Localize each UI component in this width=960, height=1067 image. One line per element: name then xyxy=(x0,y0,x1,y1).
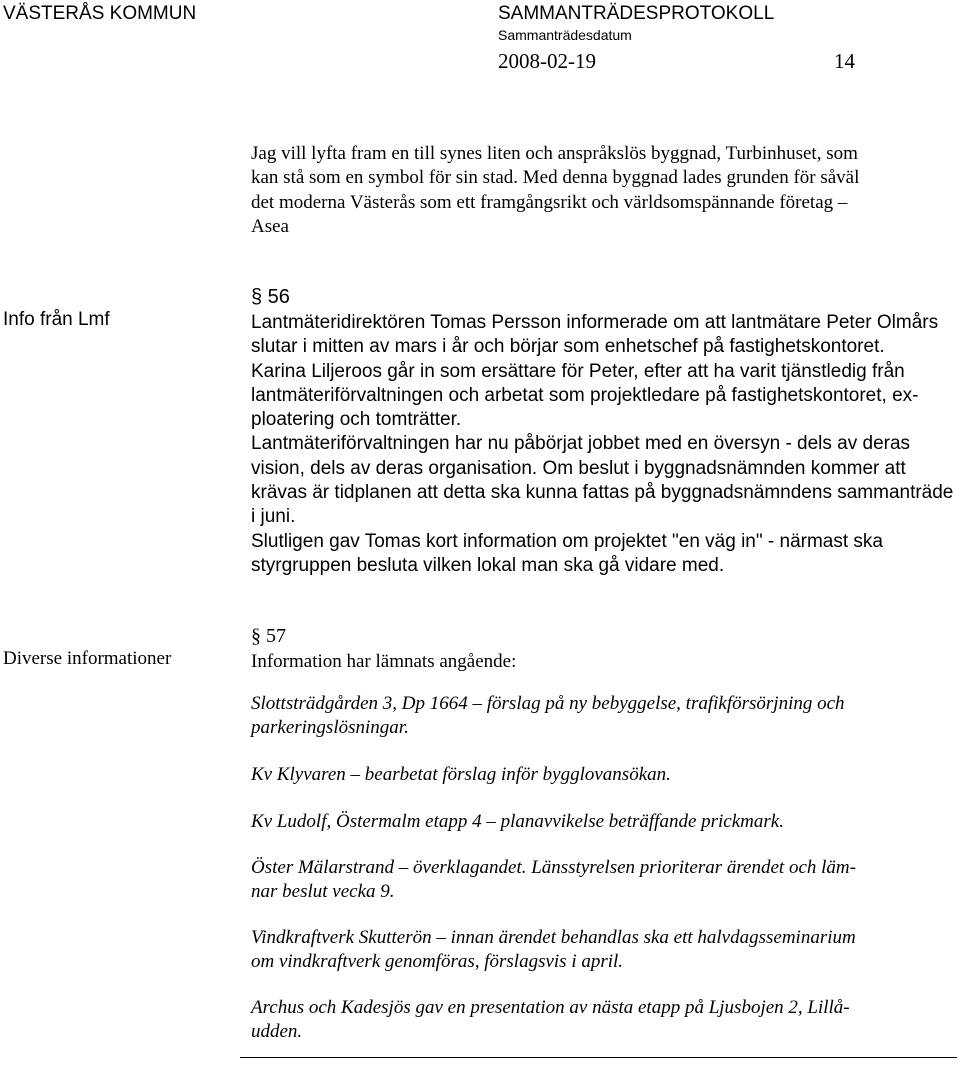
section-57-item xyxy=(251,926,931,975)
section-57-item xyxy=(251,810,931,834)
body-line: i juni. xyxy=(251,506,296,528)
section-57-item xyxy=(251,856,931,905)
section-56-paragraph xyxy=(251,360,931,433)
body-line: Slutligen gav Tomas kort information om projektet "en väg in" - närmast ska xyxy=(251,530,883,552)
item-line: udden. xyxy=(251,1021,303,1043)
item-line: Kv Klyvaren – bearbetat förslag inför bygglovansökan. xyxy=(251,764,671,785)
section-56-body xyxy=(251,311,954,578)
body-line: vision, dels av deras organisation. Om beslut i byggnadsnämnden kommer att xyxy=(251,457,906,479)
body-line: Lantmäteriförvaltningen har nu påbörjat jobbet med en översyn - dels av deras xyxy=(251,433,911,455)
item-line: Slottsträdgården 3, Dp 1664 – förslag på ny bebyggelse, trafikförsörjning och xyxy=(251,693,845,714)
section-57-label: Diverse informationer xyxy=(3,648,172,669)
meeting-date: 2008-02-19 xyxy=(498,49,596,73)
section-56-paragraph xyxy=(251,311,939,360)
section-56-paragraph xyxy=(251,432,954,529)
footer-divider xyxy=(240,1057,957,1058)
intro-line: kan stå som en symbol för sin stad. Med denna byggnad lades grunden för såväl xyxy=(251,167,860,189)
document-type: SAMMANTRÄDESPROTOKOLL xyxy=(498,3,775,24)
date-label: Sammanträdesdatum xyxy=(498,27,632,43)
body-line: lantmäteriförvaltningen och arbetat som projektledare på fastighetskontoret, ex- xyxy=(251,384,919,406)
intro-line: Asea xyxy=(251,215,289,237)
body-line: styrgruppen besluta vilken lokal man ska gå vidare med. xyxy=(251,554,725,576)
item-line: Kv Ludolf, Östermalm etapp 4 – planavvikelse beträffande prickmark. xyxy=(251,811,784,832)
item-line: Vindkraftverk Skutterön – innan ärendet behandlas ska ett halvdagsseminarium xyxy=(251,927,856,948)
body-line: krävas är tidplanen att detta ska kunna fattas på byggnadsnämndens sammanträde xyxy=(251,482,954,504)
section-57-item xyxy=(251,692,931,741)
item-line: parkeringslösningar. xyxy=(251,717,409,739)
body-line: Karina Liljeroos går in som ersättare för Peter, efter att ha varit tjänstledig från xyxy=(251,360,905,382)
intro-paragraph xyxy=(251,142,931,239)
body-line: Lantmäteridirektören Tomas Persson informerade om att lantmätare Peter Olmårs xyxy=(251,312,939,333)
section-56-number: § 56 xyxy=(251,286,290,308)
body-line: slutar i mitten av mars i år och börjar som enhetschef på fastighetskontoret. xyxy=(251,336,885,358)
item-line: nar beslut vecka 9. xyxy=(251,881,395,903)
section-57-item xyxy=(251,763,931,787)
page-number: 14 xyxy=(834,49,855,73)
intro-line: Jag vill lyfta fram en till synes liten och anspråkslös byggnad, Turbinhuset, som xyxy=(251,143,858,164)
section-56-paragraph xyxy=(251,530,931,579)
body-line: ploatering och tomträtter. xyxy=(251,409,462,431)
intro-line: det moderna Västerås som ett framgångsrikt och världsomspännande företag – xyxy=(251,191,848,213)
item-line: om vindkraftverk genomföras, förslagsvis i april. xyxy=(251,951,624,973)
section-56-label: Info från Lmf xyxy=(3,309,110,330)
organization-name: VÄSTERÅS KOMMUN xyxy=(3,3,197,24)
section-57-intro: Information har lämnats angående: xyxy=(251,651,517,672)
section-57-item xyxy=(251,996,931,1045)
item-line: Archus och Kadesjös gav en presentation av nästa etapp på Ljusbojen 2, Lillå- xyxy=(251,997,850,1018)
item-line: Öster Mälarstrand – överklagandet. Länsstyrelsen prioriterar ärendet och läm- xyxy=(251,857,856,878)
section-57-number: § 57 xyxy=(251,625,286,647)
